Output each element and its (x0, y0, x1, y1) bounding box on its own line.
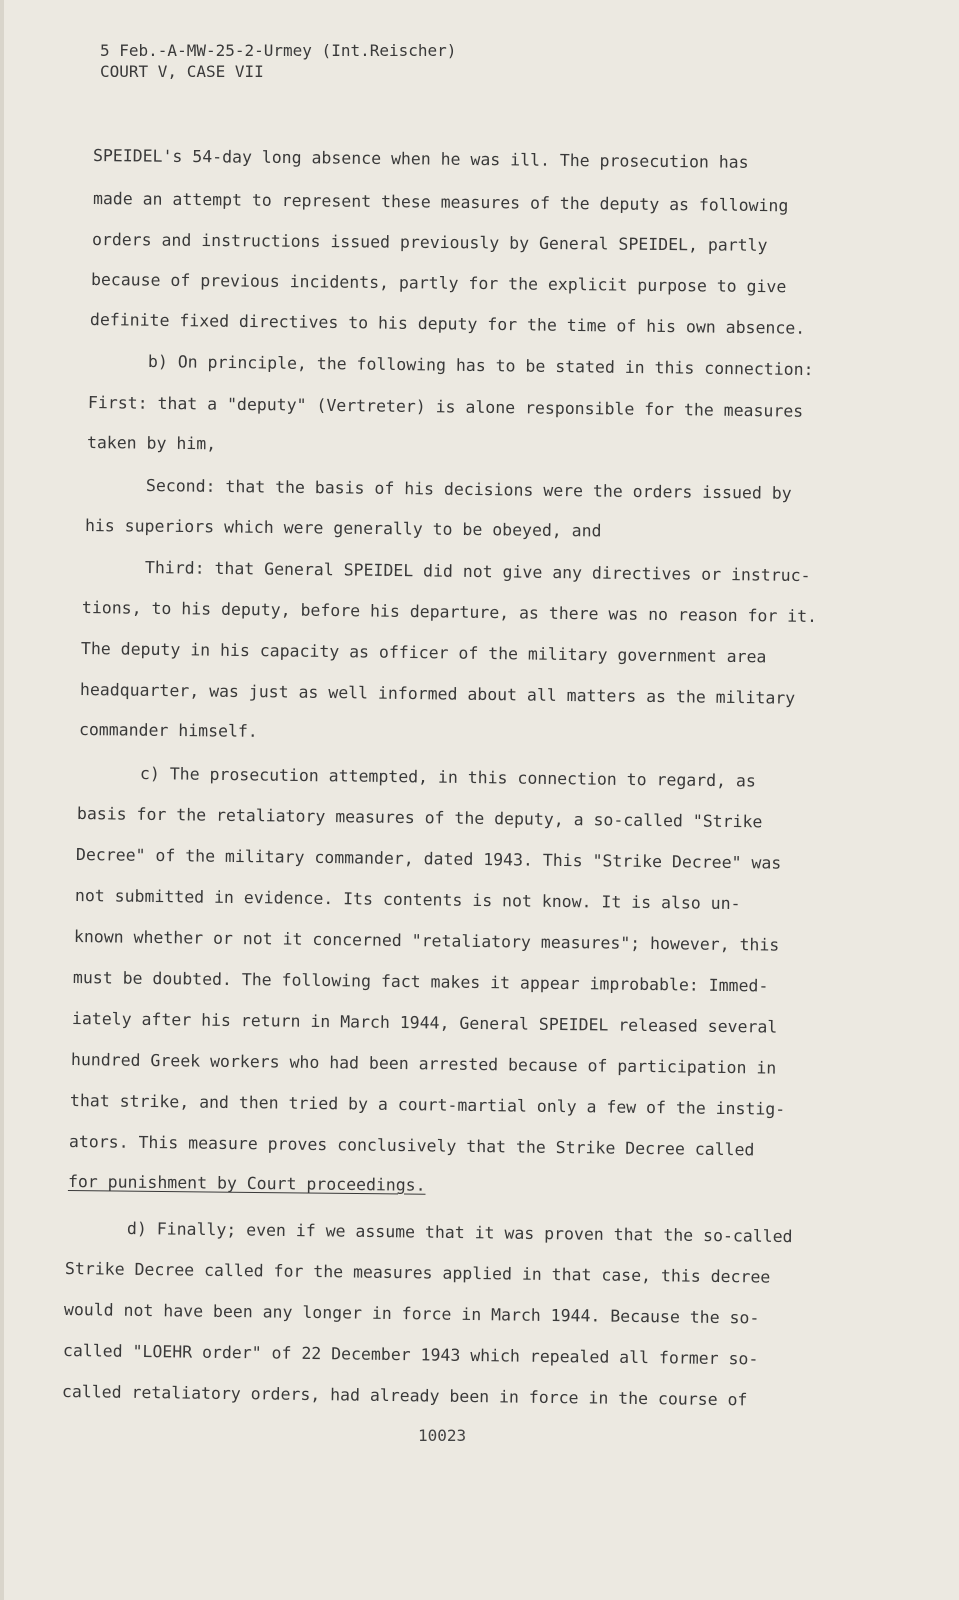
text-line: b) On principle, the following has to be stated in this connection: (147, 352, 814, 380)
text-line: must be doubted. The following fact makes it appear improbable: Immed- (72, 968, 769, 996)
text-line: c) The prosecution attempted, in this connection to regard, as (139, 764, 756, 791)
text-line: taken by him, (86, 433, 217, 454)
text-line: Third: that General SPEIDEL did not give any directives or instruc- (144, 558, 811, 586)
text-line: basis for the retaliatory measures of the deputy, a so-called "Strike (76, 804, 763, 832)
text-line: d) Finally; even if we assume that it was proven that the so-called (126, 1219, 793, 1247)
text-line: SPEIDEL's 54-day long absence when he was ill. The prosecution has (92, 146, 749, 172)
text-line: called retaliatory orders, had already been in force in the course of (61, 1382, 748, 1410)
text-line: Second: that the basis of his decisions were the orders issued by (145, 476, 792, 503)
text-line: that strike, and then tried by a court-martial only a few of the instig- (69, 1091, 786, 1119)
text-line: ators. This measure proves conclusively that the Strike Decree called (68, 1132, 755, 1160)
page-number: 10023 (418, 1426, 467, 1445)
document-header (100, 40, 456, 82)
text-line: tions, to his deputy, before his departure, as there was no reason for it. (81, 598, 818, 626)
text-line: definite fixed directives to his deputy for the time of his own absence. (89, 310, 806, 338)
header-court-case: COURT V, CASE VII (100, 62, 264, 81)
text-line: for punishment by Court proceedings. (67, 1172, 426, 1195)
text-line: Decree" of the military commander, dated 1943. This "Strike Decree" was (75, 845, 782, 873)
text-line: would not have been any longer in force in March 1944. Because the so- (63, 1300, 760, 1328)
text-line: not submitted in evidence. Its contents is not know. It is also un- (74, 886, 741, 914)
text-line: known whether or not it concerned "retaliatory measures"; however, this (73, 927, 780, 955)
text-line: because of previous incidents, partly for the explicit purpose to give (90, 270, 787, 297)
text-line: called "LOEHR order" of 22 December 1943 which repealed all former so- (62, 1341, 759, 1369)
header-reference: 5 Feb.-A-MW-25-2-Urmey (Int.Reischer) (100, 41, 457, 60)
text-line: orders and instructions issued previously by General SPEIDEL, partly (91, 230, 768, 255)
text-line: headquarter, was just as well informed about all matters as the military (79, 680, 796, 708)
text-line: his superiors which were generally to be obeyed, and (84, 516, 602, 541)
page-edge (0, 0, 4, 1600)
text-line: hundred Greek workers who had been arrested because of participation in (70, 1050, 777, 1078)
text-line: commander himself. (78, 720, 258, 741)
text-line: First: that a "deputy" (Vertreter) is alone responsible for the measures (87, 393, 804, 421)
text-line: made an attempt to represent these measures of the deputy as following (92, 189, 789, 216)
text-line: iately after his return in March 1944, General SPEIDEL released several (71, 1009, 778, 1037)
text-line: The deputy in his capacity as officer of the military government area (80, 639, 767, 667)
text-line: Strike Decree called for the measures applied in that case, this decree (64, 1259, 771, 1287)
